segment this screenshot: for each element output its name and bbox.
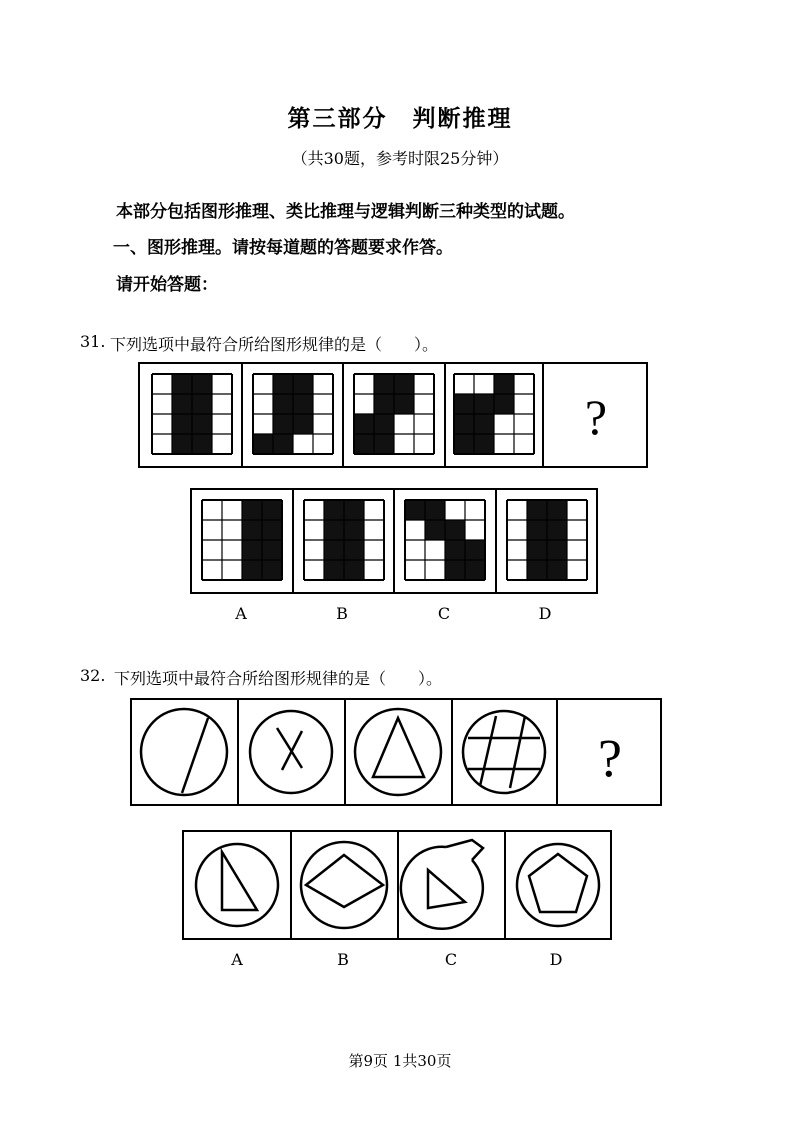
filled-cell bbox=[262, 560, 282, 580]
filled-cell bbox=[354, 434, 374, 454]
filled-cell bbox=[324, 520, 344, 540]
filled-cell bbox=[425, 520, 445, 540]
filled-cell bbox=[527, 520, 547, 540]
filled-cell bbox=[445, 520, 465, 540]
page-footer: 第9页 1共30页 bbox=[348, 1052, 452, 1070]
question-32-text: 下列选项中最符合所给图形规律的是（ ）。 bbox=[114, 669, 443, 688]
question-mark-icon: ? bbox=[584, 389, 608, 445]
q31-option-c-figure[interactable] bbox=[405, 500, 485, 580]
q32-option-c-label[interactable]: C bbox=[444, 950, 458, 969]
question-31-number: 31. bbox=[80, 332, 106, 351]
filled-cell bbox=[445, 560, 465, 580]
filled-cell bbox=[293, 374, 313, 394]
filled-cell bbox=[394, 394, 414, 414]
q32-option-b-figure[interactable] bbox=[301, 842, 387, 928]
filled-cell bbox=[454, 434, 474, 454]
filled-cell bbox=[474, 414, 494, 434]
filled-cell bbox=[192, 414, 212, 434]
filled-cell bbox=[273, 414, 293, 434]
q31-figure-2 bbox=[253, 374, 333, 454]
q31-option-a-label[interactable]: A bbox=[235, 604, 247, 623]
filled-cell bbox=[494, 374, 514, 394]
filled-cell bbox=[494, 394, 514, 414]
filled-cell bbox=[405, 500, 425, 520]
filled-cell bbox=[474, 394, 494, 414]
q32-option-b-label[interactable]: B bbox=[337, 950, 349, 969]
question-32-number: 32. bbox=[80, 666, 106, 685]
part-heading: 一、图形推理。请按每道题的答题要求作答。 bbox=[113, 238, 453, 258]
filled-cell bbox=[262, 540, 282, 560]
question-31-text: 下列选项中最符合所给图形规律的是（ ）。 bbox=[110, 335, 439, 354]
filled-cell bbox=[273, 394, 293, 414]
q31-figure-1 bbox=[152, 374, 232, 454]
section-subtitle: （共30题，参考时限25分钟） bbox=[291, 149, 509, 168]
filled-cell bbox=[242, 560, 262, 580]
filled-cell bbox=[262, 500, 282, 520]
q32-figure-4 bbox=[463, 711, 545, 793]
q31-option-b-label[interactable]: B bbox=[336, 604, 348, 623]
filled-cell bbox=[374, 394, 394, 414]
filled-cell bbox=[192, 434, 212, 454]
filled-cell bbox=[374, 414, 394, 434]
q31-figure-4 bbox=[454, 374, 534, 454]
q31-option-c-label[interactable]: C bbox=[437, 604, 451, 623]
filled-cell bbox=[547, 500, 567, 520]
filled-cell bbox=[242, 540, 262, 560]
filled-cell bbox=[344, 500, 364, 520]
q31-sequence-panel bbox=[138, 362, 648, 468]
filled-cell bbox=[344, 540, 364, 560]
q32-option-a-figure[interactable] bbox=[196, 844, 278, 926]
q32-option-d-figure[interactable] bbox=[517, 844, 599, 926]
filled-cell bbox=[374, 434, 394, 454]
section-title: 第三部分 判断推理 bbox=[287, 105, 513, 132]
filled-cell bbox=[242, 520, 262, 540]
filled-cell bbox=[242, 500, 262, 520]
q32-option-a-label[interactable]: A bbox=[231, 950, 243, 969]
question-mark-icon: ? bbox=[598, 728, 622, 788]
filled-cell bbox=[262, 520, 282, 540]
q32-option-d-label[interactable]: D bbox=[549, 950, 563, 969]
filled-cell bbox=[172, 414, 192, 434]
filled-cell bbox=[445, 540, 465, 560]
q31-option-a-figure[interactable] bbox=[202, 500, 282, 580]
filled-cell bbox=[324, 500, 344, 520]
filled-cell bbox=[425, 500, 445, 520]
q32-option-c-figure[interactable] bbox=[401, 840, 483, 929]
filled-cell bbox=[172, 374, 192, 394]
filled-cell bbox=[374, 374, 394, 394]
q32-options-panel bbox=[182, 830, 612, 940]
filled-cell bbox=[192, 394, 212, 414]
filled-cell bbox=[273, 374, 293, 394]
filled-cell bbox=[293, 414, 313, 434]
q32-figure-1 bbox=[141, 709, 227, 795]
filled-cell bbox=[547, 540, 567, 560]
filled-cell bbox=[192, 374, 212, 394]
filled-cell bbox=[324, 540, 344, 560]
filled-cell bbox=[293, 394, 313, 414]
filled-cell bbox=[354, 414, 374, 434]
filled-cell bbox=[273, 434, 293, 454]
filled-cell bbox=[454, 414, 474, 434]
filled-cell bbox=[527, 560, 547, 580]
filled-cell bbox=[547, 520, 567, 540]
q32-figure-3 bbox=[355, 709, 441, 795]
intro-text: 本部分包括图形推理、类比推理与逻辑判断三种类型的试题。 bbox=[116, 202, 575, 222]
filled-cell bbox=[324, 560, 344, 580]
filled-cell bbox=[344, 520, 364, 540]
filled-cell bbox=[172, 394, 192, 414]
filled-cell bbox=[527, 500, 547, 520]
filled-cell bbox=[394, 374, 414, 394]
q31-options-panel bbox=[190, 488, 600, 594]
filled-cell bbox=[172, 434, 192, 454]
filled-cell bbox=[465, 560, 485, 580]
filled-cell bbox=[253, 434, 273, 454]
filled-cell bbox=[547, 560, 567, 580]
q31-option-d-label[interactable]: D bbox=[538, 604, 552, 623]
filled-cell bbox=[527, 540, 547, 560]
q31-option-b-figure[interactable] bbox=[304, 500, 384, 580]
filled-cell bbox=[454, 394, 474, 414]
filled-cell bbox=[344, 560, 364, 580]
q32-figure-2 bbox=[250, 711, 332, 793]
q32-sequence-panel bbox=[130, 698, 662, 806]
q31-option-d-figure[interactable] bbox=[507, 500, 587, 580]
q31-figure-3 bbox=[354, 374, 434, 454]
filled-cell bbox=[474, 434, 494, 454]
start-prompt: 请开始答题： bbox=[116, 275, 218, 295]
filled-cell bbox=[465, 540, 485, 560]
